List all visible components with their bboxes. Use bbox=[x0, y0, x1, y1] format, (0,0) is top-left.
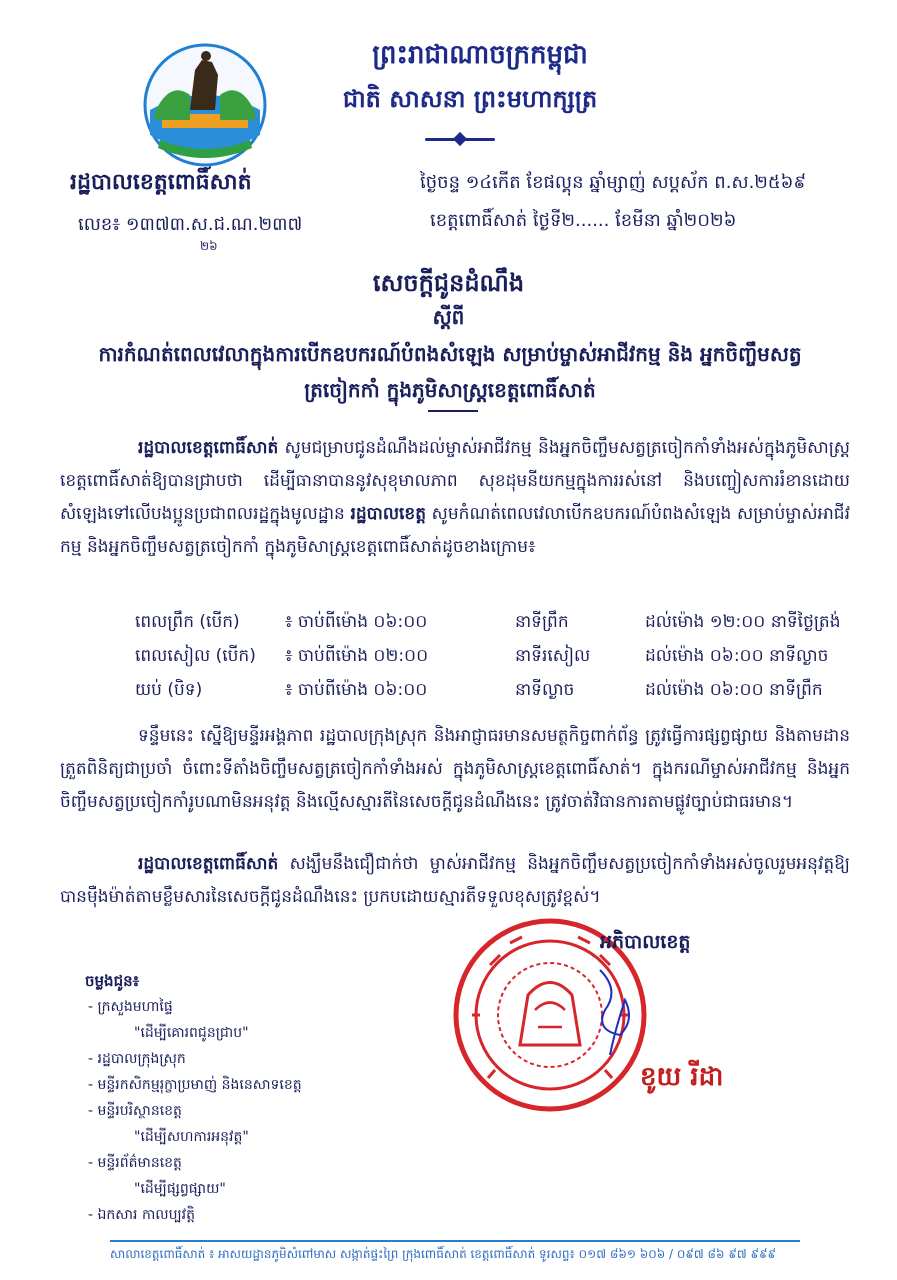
schedule-from: ៖ ចាប់ពីម៉ោង ០៦:០០ bbox=[285, 611, 428, 632]
cc-item: - មន្ទីរបរិស្ថានខេត្ត bbox=[88, 1103, 182, 1119]
schedule-from-unit: នាទីរសៀល bbox=[515, 645, 591, 666]
schedule-period: ពេលព្រឹក (បើក) bbox=[135, 611, 240, 632]
cc-list bbox=[88, 994, 408, 1228]
cc-item: - ក្រសួងមហាផ្ទៃ bbox=[88, 999, 173, 1015]
paragraph-closing bbox=[60, 848, 850, 914]
schedule-to: ដល់ម៉ោង ០៦:០០ នាទីល្ងាច bbox=[645, 645, 829, 666]
national-motto: ជាតិ សាសនា ព្រះមហាក្សត្រ bbox=[342, 85, 598, 113]
title-regarding: ស្តីពី bbox=[432, 305, 465, 329]
paragraph-lead-authority: រដ្ឋបាលខេត្តពោធិ៍សាត់ bbox=[138, 438, 279, 458]
schedule-from-unit: នាទីល្ងាច bbox=[515, 679, 575, 700]
schedule-row bbox=[135, 674, 855, 708]
paragraph-intro bbox=[60, 432, 850, 564]
cc-heading: ចម្លងជូន៖ bbox=[85, 972, 140, 990]
lunar-date: ថ្ងៃចន្ទ ១៤កើត ខែផល្គុន ឆ្នាំម្សាញ់ សប្តស័ក ព.ស.២៥៦៩ bbox=[420, 172, 807, 193]
schedule-table bbox=[135, 606, 855, 708]
paragraph-lead-authority: រដ្ឋបាលខេត្តពោធិ៍សាត់ bbox=[138, 854, 279, 874]
document-title: សេចក្តីជូនដំណឹង bbox=[372, 269, 525, 297]
schedule-from: ៖ ចាប់ពីម៉ោង ០២:០០ bbox=[285, 645, 429, 666]
solar-date: ខេត្តពោធិ៍សាត់ ថ្ងៃទី២...... ខែមីនា ឆ្នាំ២០២៦ bbox=[430, 210, 737, 231]
cc-item: - មន្ទីរកសិកម្មរុក្ខាប្រមាញ់ និងនេសាទខេត្ត bbox=[88, 1077, 302, 1093]
issuing-authority: រដ្ឋបាលខេត្តពោធិ៍សាត់ bbox=[70, 170, 252, 195]
schedule-to: ដល់ម៉ោង ០៦:០០ នាទីព្រឹក bbox=[645, 679, 823, 700]
cc-item-note: "ដើម្បីគោរពជូនជ្រាប" bbox=[134, 1025, 249, 1041]
paragraph-closing-text: សង្ឃឹមនឹងជឿជាក់ថា ម្ចាស់អាជីវកម្ម និងអ្នកចិញ្ចឹមសត្វប្រចៀកកាំទាំងអស់ចូលរួមអនុវត្តឱ្យបានម៉ឺងម៉ាត់តាមខ្លឹមសារនៃសេចក្តីជូនដំណឹងនេះ ប្រកបដោយស្មារតីទទួលខុសត្រូវខ្ពស់។ bbox=[60, 854, 850, 907]
cc-item: - រដ្ឋបាលក្រុងស្រុក bbox=[88, 1051, 186, 1067]
schedule-row bbox=[135, 640, 855, 674]
schedule-period: យប់ (បិទ) bbox=[135, 679, 203, 700]
cc-item-note: "ដើម្បីផ្សព្វផ្សាយ" bbox=[134, 1181, 226, 1197]
paragraph-intro-text-2: សូមកំណត់ពេលវេលាបើកឧបករណ៍បំពងសំឡេង សម្រាប់ម្ចាស់អាជីវកម្ម និងអ្នកចិញ្ចឹមសត្វត្រចៀកកាំ ក្នុងភូមិសាស្ត្រខេត្តពោធិ៍សាត់ដូចខាងក្រោម៖ bbox=[60, 504, 850, 557]
schedule-from: ៖ ចាប់ពីម៉ោង ០៦:០០ bbox=[285, 679, 428, 700]
paragraph-bold-authority: រដ្ឋបាលខេត្ត bbox=[350, 504, 427, 524]
cc-item-note: "ដើម្បីសហការអនុវត្ត" bbox=[134, 1129, 249, 1145]
handwritten-signature bbox=[590, 960, 640, 1060]
paragraph-enforcement: ទន្ទឹមនេះ ស្នើឱ្យមន្ទីរអង្គភាព រដ្ឋបាលក្រុងស្រុក និងអាជ្ញាធរមានសមត្ថកិច្ចពាក់ព័ន្ធ ត្រូវធ្វើការផ្សព្វផ្សាយ និងតាមដានត្រួតពិនិត្យជាប្រចាំ ចំពោះទីតាំងចិញ្ចឹមសត្វត្រចៀកកាំទាំងអស់ ក្នុងភូមិសាស្ត្រខេត្តពោធិ៍សាត់។ ក្នុងករណីម្ចាស់អាជីវកម្ម និងអ្នកចិញ្ចឹមសត្វប្រចៀកកាំរូបណាមិនអនុវត្ត និងល្មើសស្មារតីនៃសេចក្តីជូនដំណឹងនេះ ត្រូវចាត់វិធានការតាមផ្លូវច្បាប់ជាធរមាន។ bbox=[60, 726, 850, 812]
schedule-to: ដល់ម៉ោង ១២:០០ នាទីថ្ងៃត្រង់ bbox=[645, 611, 841, 632]
footer-divider bbox=[110, 1240, 800, 1242]
kingdom-heading: ព្រះរាជាណាចក្រកម្ពុជា bbox=[372, 40, 588, 70]
title-divider bbox=[428, 410, 478, 412]
signatory-title: អភិបាលខេត្ត bbox=[600, 931, 691, 953]
provincial-emblem-logo bbox=[140, 40, 270, 170]
schedule-period: ពេលសៀល (បើក) bbox=[135, 645, 256, 666]
signatory-name: ខូយ រីដា bbox=[640, 1062, 724, 1092]
paragraph-intro-text: សូមជម្រាបជូនដំណឹងដល់ម្ចាស់អាជីវកម្ម និងអ្នកចិញ្ចឹមសត្វត្រចៀកកាំទាំងអស់ក្នុងភូមិសាស្ត្រខេត្តពោធិ៍សាត់ឱ្យបានជ្រាបថា ដើម្បីធានាបាននូវសុខុមាលភាព សុខដុមនីយកម្មក្នុងការរស់នៅ និងបញ្ចៀសការរំខានដោយសំឡេងទៅលើបងប្អូនប្រជាពលរដ្ឋក្នុងមូលដ្ឋាន bbox=[60, 438, 850, 524]
title-subject: ការកំណត់ពេលវេលាក្នុងការបើកឧបករណ៍បំពងសំឡេង សម្រាប់ម្ចាស់អាជីវកម្ម និង អ្នកចិញ្ចឹមសត្វត្រចៀកកាំ ក្នុងភូមិសាស្ត្រខេត្តពោធិ៍សាត់ bbox=[98, 342, 802, 402]
schedule-row bbox=[135, 606, 855, 640]
reference-number-handwritten: ២៦ bbox=[200, 239, 218, 253]
schedule-from-unit: នាទីព្រឹក bbox=[515, 611, 569, 632]
cc-item: - ឯកសារ កាលប្បវត្តិ bbox=[88, 1207, 195, 1223]
cc-item: - មន្ទីរព័ត៌មានខេត្ត bbox=[88, 1155, 182, 1171]
ornament-divider bbox=[425, 138, 495, 141]
footer-address: សាលាខេត្តពោធិ៍សាត់ ៖ អាសយដ្ឋានភូមិសំពៅមាស សង្កាត់ផ្ទះព្រៃ ក្រុងពោធិ៍សាត់ ខេត្តពោធិ៍សាត់ ទូរសព្ទ៖ ០១៧ ៨៦១ ៦០៦ / ០៩៧ ៨៦ ៩៧ ៩៩៩ bbox=[110, 1247, 776, 1261]
reference-number: លេខ៖ ១៣៧៣.ស.ជ.ណ.២៣៧ bbox=[78, 214, 303, 235]
